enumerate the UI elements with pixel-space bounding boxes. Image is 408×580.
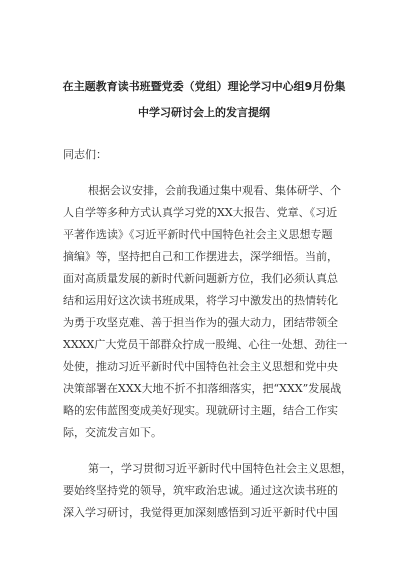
paragraph-1-line: 人自学等多种方式认真学习党的XX大报告、党章、《习近 (63, 206, 338, 219)
paragraph-1-line: 摘编》等，坚持把自己和工作摆进去，深学细悟。当前， (63, 250, 338, 263)
paragraph-1-line: 平著作选读》《习近平新时代中国特色社会主义思想专题 (63, 228, 333, 241)
salutation: 同志们： (63, 148, 107, 161)
paragraph-1-line: 根据会议安排，会前我通过集中观看、集体研学、个 (88, 184, 341, 197)
paragraph-1-line: 略的宏伟蓝图变成美好现实。现就研讨主题，结合工作实 (63, 404, 338, 417)
paragraph-1-line: 决策部署在XXX大地不折不扣落细落实，把“XXX”发展战 (63, 382, 342, 395)
paragraph-1-line: 为勇于攻坚克难、善于担当作为的强大动力，团结带领全 (63, 316, 338, 329)
paragraph-1-line: 际，交流发言如下。 (63, 426, 162, 439)
paragraph-2-line: 深入学习研讨，我觉得更加深刻感悟到习近平新时代中国 (63, 506, 338, 519)
paragraph-2-line: 要始终坚持党的领导，筑牢政治忠诚。通过这次读书班的 (63, 484, 338, 497)
paragraph-1-line: XXXX广大党员干部群众拧成一股绳、心往一处想、劲往一 (63, 338, 348, 351)
paragraph-1-line: 处使，推动习近平新时代中国特色社会主义思想和党中央 (63, 360, 338, 373)
document-title-line-1: 在主题教育读书班暨党委（党组）理论学习中心组9月份集 (62, 80, 346, 93)
document-title-line-2: 中学习研讨会上的发言提纲 (138, 106, 270, 119)
paragraph-1-line: 结和运用好这次读书班成果，将学习中激发出的热情转化 (63, 294, 338, 307)
paragraph-2-line: 第一，学习贯彻习近平新时代中国特色社会主义思想， (88, 462, 352, 475)
paragraph-1-line: 面对高质量发展的新时代新问题新方位，我们必须认真总 (63, 272, 338, 285)
